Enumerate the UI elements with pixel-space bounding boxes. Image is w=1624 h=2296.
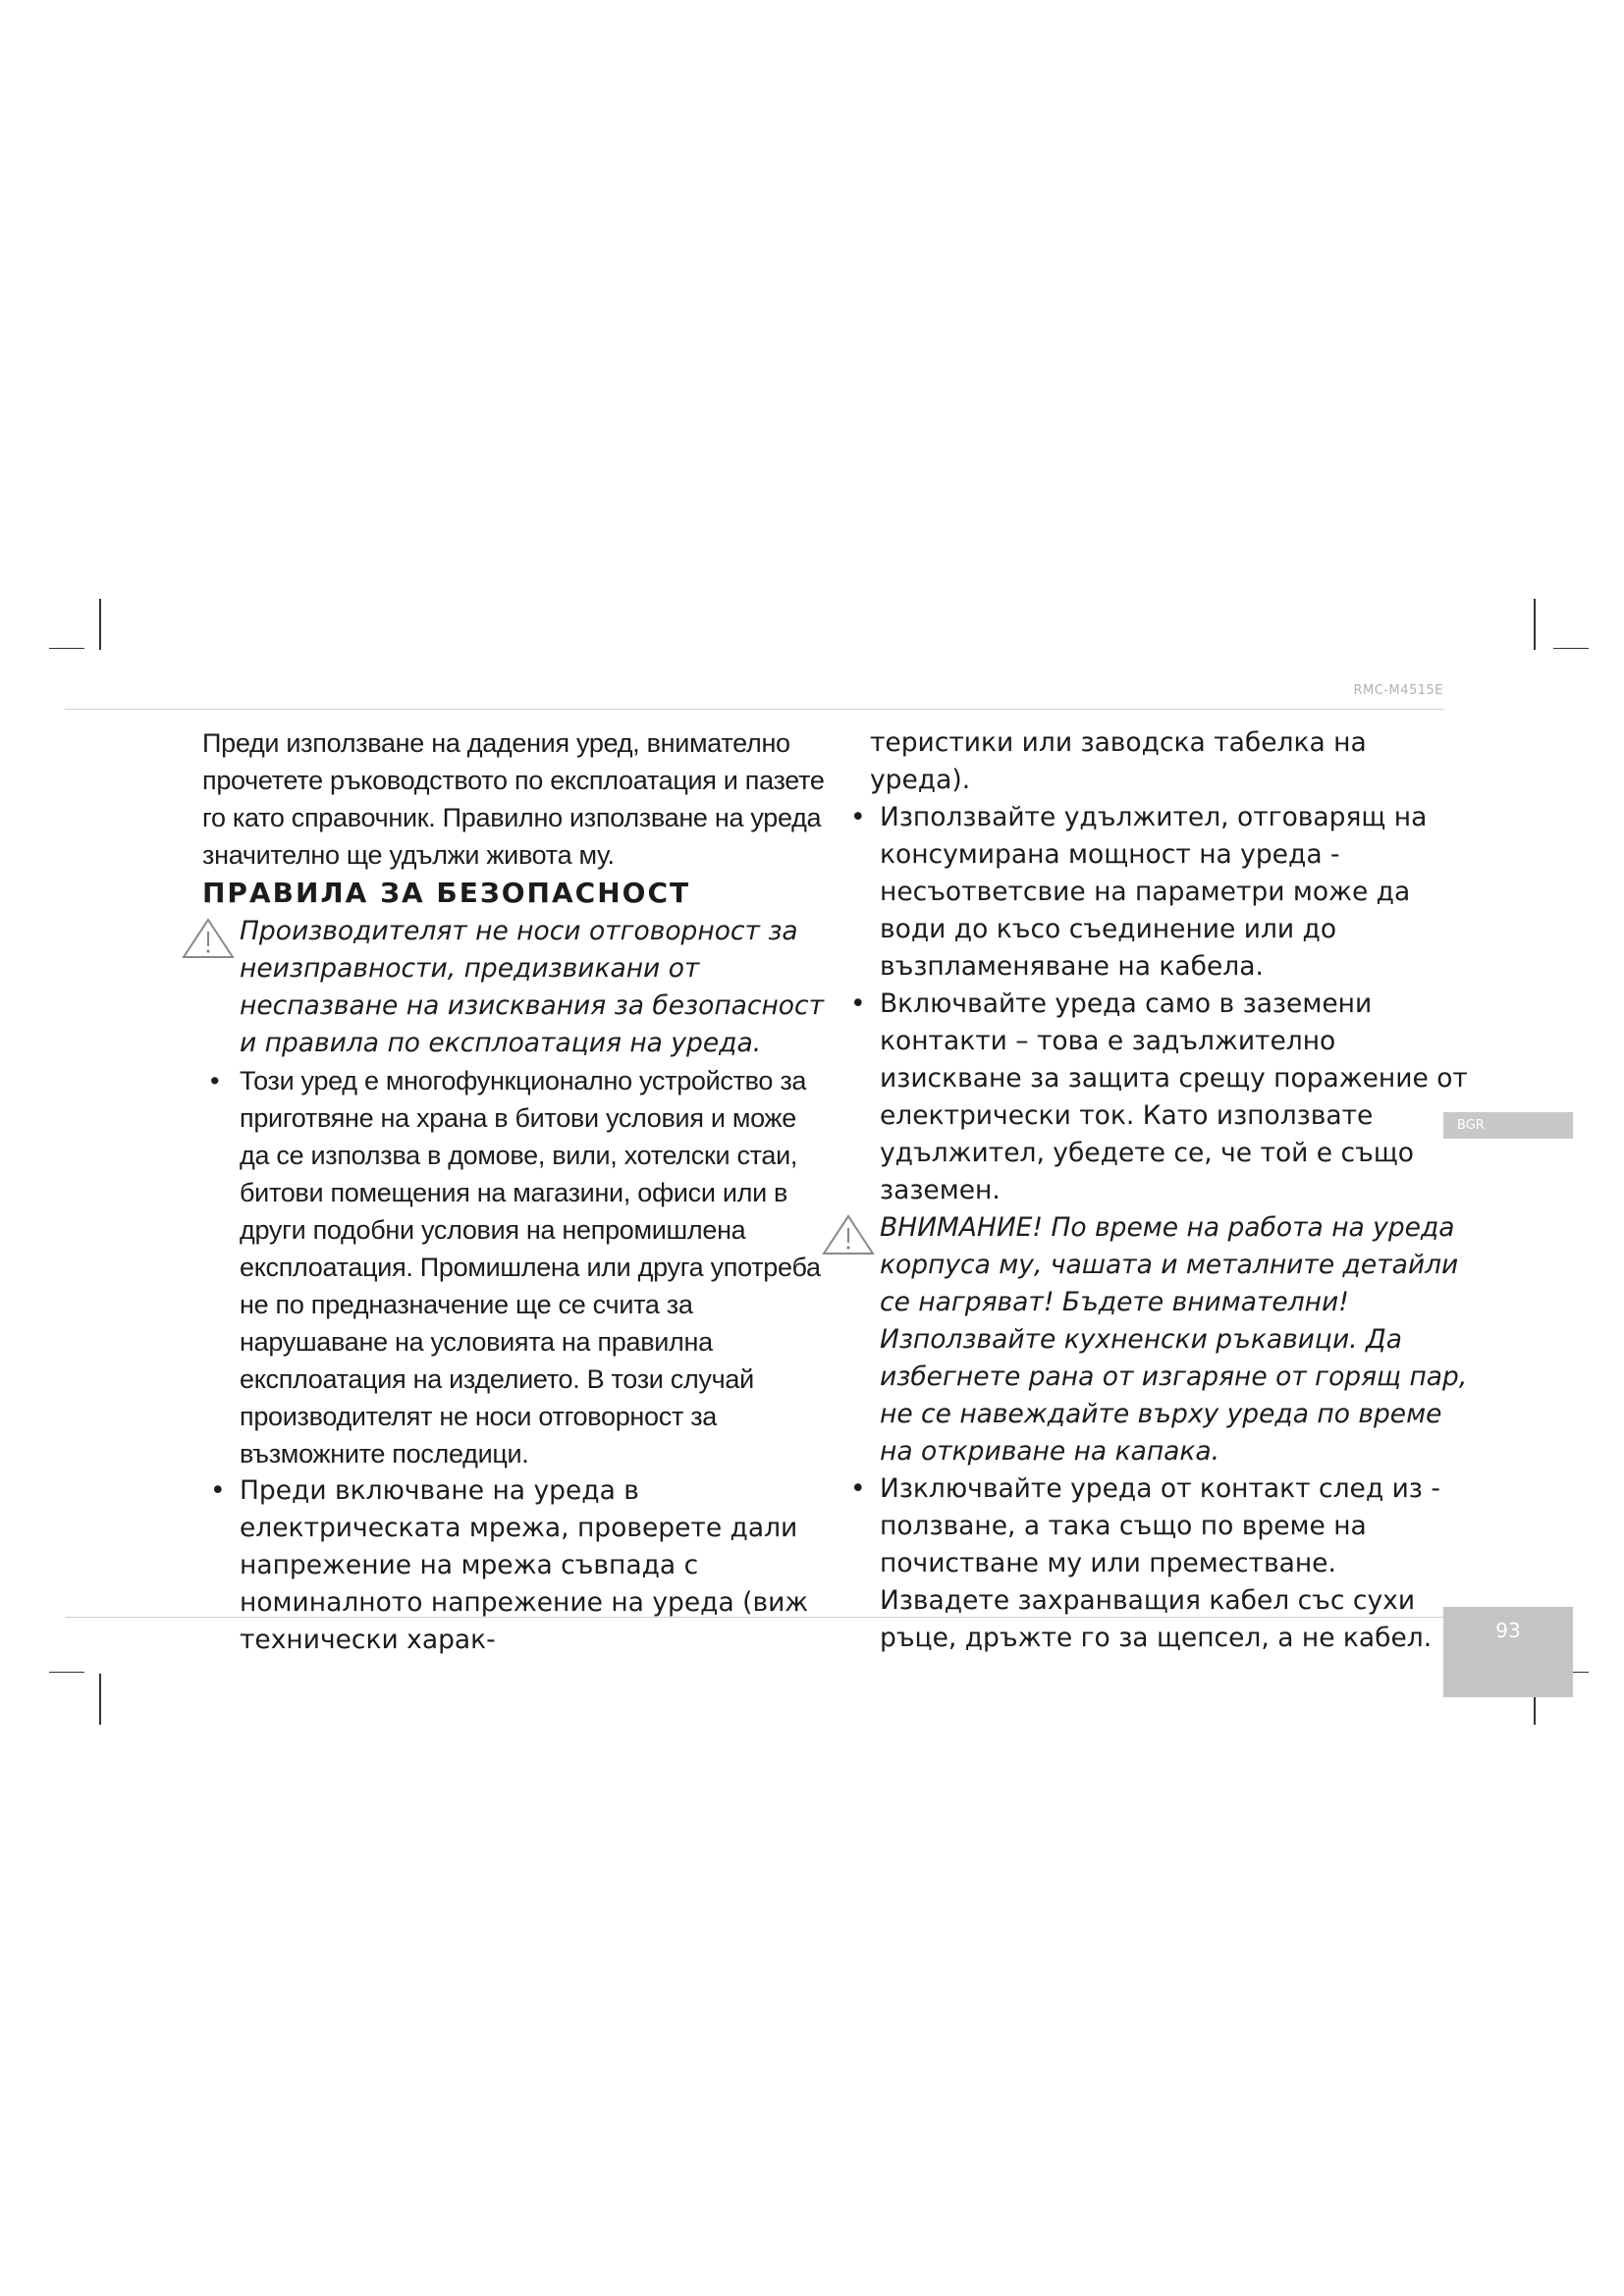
list-item-text: • Преди включване на уреда в електрическата мрежа, проверете дали напрежение на мрежа съвпада с номиналното напрежение на уреда (виж технически харак- — [240, 1475, 809, 1655]
crop-mark — [99, 1674, 101, 1725]
page-number: 93 — [1443, 1607, 1573, 1697]
list-item — [202, 1472, 831, 1659]
language-tab: BGR — [1443, 1112, 1573, 1139]
warning-text: ВНИМАНИЕ! По време на работа на уреда корпуса му, чашата и металните детайли се нагряват! Бъдете внимателни! Използвайте кухненски ръкавици. Да избегнете рана от изгаряне от горящ пар, не се навеждайте върху уреда по време на откриване на капака. — [880, 1212, 1468, 1467]
crop-mark — [99, 599, 101, 650]
list-item — [842, 1470, 1471, 1657]
crop-mark — [49, 648, 84, 649]
crop-mark — [1553, 648, 1589, 649]
list-item — [842, 986, 1471, 1209]
intro-paragraph: Преди използване на дадения уред, внимателно прочетете ръководството по експлоатация и пазете го като справочник. Правилно използване на уреда значително ще удължи живота му. — [202, 728, 825, 870]
warning-block — [202, 913, 831, 1062]
warning-text: Производителят не носи отговорност за неизправности, предизвикани от неспазване на изисквания за безопасност и правила по експлоатация на уреда. — [240, 916, 825, 1058]
warning-block — [842, 1209, 1471, 1470]
list-item-text: • Този уред е многофункционално устройство за приготвяне на храна в битови условия и може да се използва в домове, вили, хотелски стаи, битови помещения на магазини, офиси или в други подобни условия на непромишлена експлоатация. Промишлена или друга употреба не по предназначение ще се счита за нарушаване на условията на правилна експлоатация на изделието. В този случай производителят не носи отговорност за възможните последици. — [240, 1066, 821, 1468]
crop-mark — [49, 1672, 84, 1673]
list-item — [202, 1062, 831, 1472]
continuation-text: теристики или заводска табелка на уреда). — [870, 727, 1367, 795]
model-number: RMC-M4515E — [1353, 683, 1443, 698]
list-item-text: • Използвайте удължител, отговарящ на консумирана мощност на уреда - несъответсвие на параметри може да води до късо съединение или до възпламеняване на кабела. — [880, 802, 1428, 982]
warning-triangle-icon — [181, 917, 236, 960]
right-column — [842, 724, 1471, 1657]
header-rule — [65, 709, 1443, 710]
section-heading: ПРАВИЛА ЗА БЕЗОПАСНОСТ — [202, 877, 691, 909]
list-item — [842, 799, 1471, 986]
warning-triangle-icon — [821, 1213, 876, 1256]
left-column — [202, 724, 831, 1659]
list-item-text: • Включвайте уреда само в заземени контакти – това е задължително изискване за защита срещу поражение от електрически ток. Като използвате удължител, убедете се, че той е също заземен. — [880, 988, 1468, 1205]
crop-mark — [1534, 599, 1536, 650]
list-item-text: • Изключвайте уреда от контакт след из - ползване, а така също по време на почистване му или преместване. Извадете захранващия кабел със сухи ръце, дръжте го за щепсел, а не кабел. — [880, 1473, 1440, 1653]
